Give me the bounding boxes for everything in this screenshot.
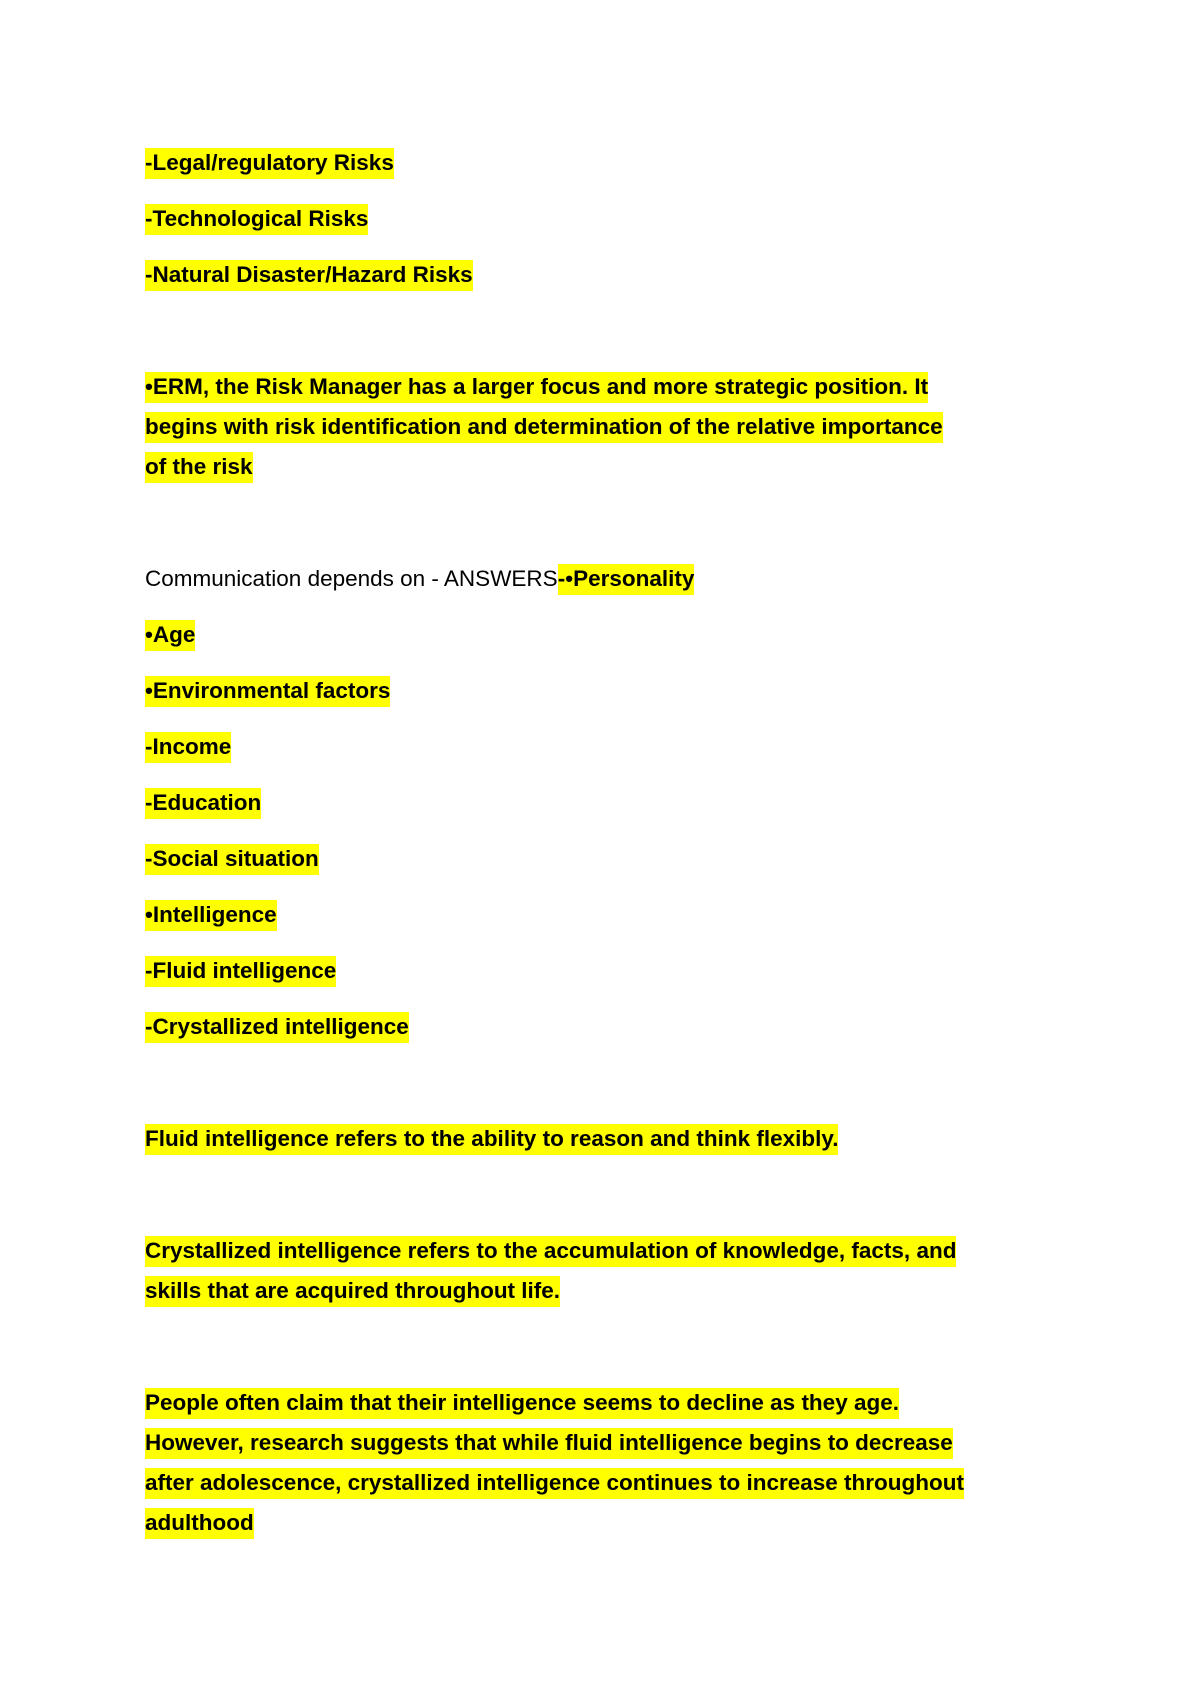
question-line [145, 561, 694, 597]
risk-item-legal: -Legal/regulatory Risks [145, 145, 394, 181]
erm-paragraph-line-3: of the risk [145, 449, 253, 485]
answer-item-education: -Education [145, 785, 261, 821]
answer-item-fluid: -Fluid intelligence [145, 953, 336, 989]
crystallized-paragraph-line-2: skills that are acquired throughout life. [145, 1273, 560, 1309]
risk-item-natural-disaster: -Natural Disaster/Hazard Risks [145, 257, 473, 293]
answer-item-crystallized: -Crystallized intelligence [145, 1009, 409, 1045]
aging-paragraph-line-1: People often claim that their intelligence seems to decline as they age. [145, 1385, 899, 1421]
answer-item-income: -Income [145, 729, 231, 765]
erm-paragraph-line-2: begins with risk identification and determination of the relative importance [145, 409, 943, 445]
answer-item-social: -Social situation [145, 841, 319, 877]
answer-item-intelligence: •Intelligence [145, 897, 277, 933]
aging-paragraph-line-2: However, research suggests that while fluid intelligence begins to decrease [145, 1425, 953, 1461]
aging-paragraph-line-3: after adolescence, crystallized intelligence continues to increase throughout [145, 1465, 964, 1501]
aging-paragraph-line-4: adulthood [145, 1505, 254, 1541]
question-prompt: Communication depends on - ANSWERS [145, 566, 558, 591]
risk-item-technological: -Technological Risks [145, 201, 368, 237]
erm-paragraph-line-1: •ERM, the Risk Manager has a larger focus and more strategic position. It [145, 369, 928, 405]
crystallized-paragraph-line-1: Crystallized intelligence refers to the accumulation of knowledge, facts, and [145, 1233, 956, 1269]
answer-start: -•Personality [558, 564, 695, 595]
answer-item-environmental: •Environmental factors [145, 673, 390, 709]
fluid-paragraph-line-1: Fluid intelligence refers to the ability to reason and think flexibly. [145, 1121, 838, 1157]
answer-item-age: •Age [145, 617, 195, 653]
